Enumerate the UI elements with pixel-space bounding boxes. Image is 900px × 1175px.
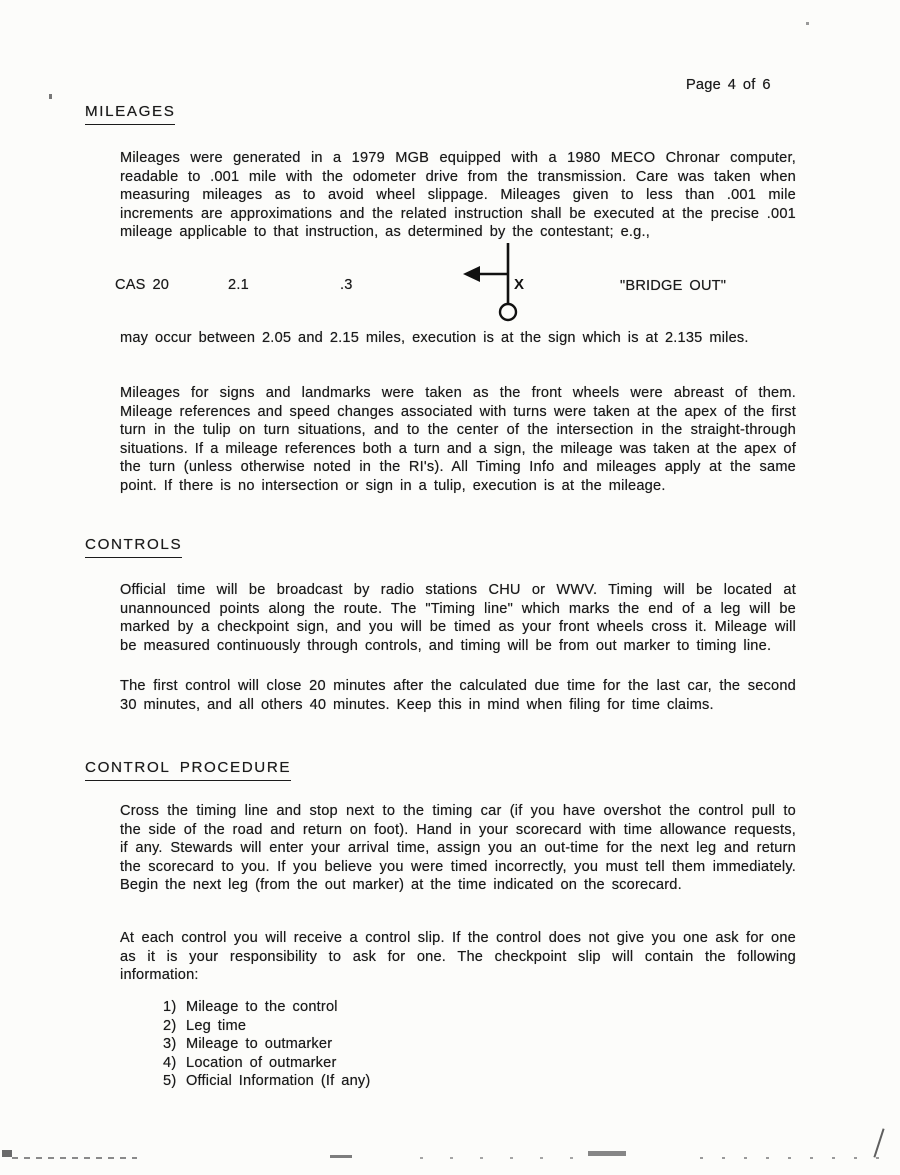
list-item (163, 1072, 370, 1091)
scan-artifact (49, 94, 52, 99)
example-mileage: 2.1 (228, 277, 249, 293)
controls-paragraph-2: The first control will close 20 minutes after the calculated due time for the last car, the second 30 minutes, and all others 40 minutes. Keep this in mind when filing for time claims. (120, 678, 796, 713)
sign-marker-x: X (514, 276, 525, 293)
list-item (163, 1054, 370, 1073)
list-item-number: 3) (163, 1036, 177, 1053)
list-item-text: Official Information (If any) (186, 1073, 371, 1090)
section-heading-mileages: MILEAGES (85, 103, 175, 125)
list-item-number: 2) (163, 1017, 177, 1034)
example-instruction-id: CAS 20 (115, 277, 170, 293)
scan-artifact (420, 1157, 580, 1159)
example-sign-text: "BRIDGE OUT" (620, 278, 727, 294)
start-circle (500, 304, 516, 320)
mileages-paragraph-2: may occur between 2.05 and 2.15 miles, execution is at the sign which is at 2.135 miles. (120, 330, 749, 346)
section-heading-control-procedure: CONTROL PROCEDURE (85, 759, 291, 781)
controls-paragraph-1: Official time will be broadcast by radio stations CHU or WWV. Timing will be located at unannounced points along the route. The "Timing line" which marks the end of a leg will be marked by a checkpoint sign, and you will be timed as your front wheels cross it. Mileage will be measured continuously through controls, and timing will be from out marker to timing line. (120, 582, 796, 654)
page-number: Page 4 of 6 (686, 77, 771, 93)
example-interval: .3 (340, 277, 353, 293)
list-item-number: 5) (163, 1073, 177, 1090)
checkpoint-slip-list (163, 998, 370, 1091)
turn-arrow-head-icon (463, 266, 480, 282)
control-procedure-paragraph-1: Cross the timing line and stop next to the timing car (if you have overshot the control pull to the side of the road and return on foot). Hand in your scorecard with time allowance requests, if any. Stewards will enter your arrival time, assign you an out-time for the next leg and return the scorecard to you. If you believe you were timed incorrectly, you must tell them immediately. Begin the next leg (from the out marker) at the time indicated on the scorecard. (120, 803, 796, 894)
tulip-diagram (437, 237, 567, 327)
list-item-text: Mileage to the control (186, 999, 338, 1015)
scan-artifact (330, 1155, 352, 1158)
mileages-paragraph-1: Mileages were generated in a 1979 MGB equipped with a 1980 MECO Chronar computer, readable to .001 mile with the odometer drive from the transmission. Care was taken when measuring mileages as to avoid wheel slippage. Mileages given to less than .001 mile increments are approximations and the related instruction shall be executed at the precise .001 mileage applicable to that instruction, as determined by the contestant; e.g., (120, 150, 796, 241)
section-heading-controls: CONTROLS (85, 536, 182, 558)
list-item-number: 4) (163, 1054, 177, 1071)
control-procedure-paragraph-2: At each control you will receive a control slip. If the control does not give you one ask for one as it is your responsibility to ask for one. The checkpoint slip will contain the following information: (120, 930, 796, 984)
list-item-text: Mileage to outmarker (186, 1036, 333, 1053)
list-item (163, 1035, 370, 1054)
list-item (163, 1017, 370, 1036)
scan-artifact (588, 1151, 626, 1156)
scan-artifact (806, 22, 809, 25)
list-item-text: Location of outmarker (186, 1054, 337, 1071)
list-item-number: 1) (163, 999, 177, 1015)
scan-artifact (873, 1128, 884, 1157)
list-item-text: Leg time (186, 1017, 247, 1034)
scan-artifact (2, 1150, 12, 1157)
scan-artifact (12, 1157, 137, 1159)
scan-artifact (700, 1157, 890, 1159)
mileages-paragraph-3: Mileages for signs and landmarks were taken as the front wheels were abreast of them. Mileage references and speed changes associated with turns were taken at the apex of the first turn in the tulip on turn situations, and to the center of the intersection in the straight-through situations. If a mileage references both a turn and a sign, the mileage was taken at the apex of the turn (unless otherwise noted in the RI's). All Timing Info and mileages apply at the same point. If there is no intersection or sign in a tulip, execution is at the mileage. (120, 385, 796, 494)
list-item (163, 998, 370, 1017)
